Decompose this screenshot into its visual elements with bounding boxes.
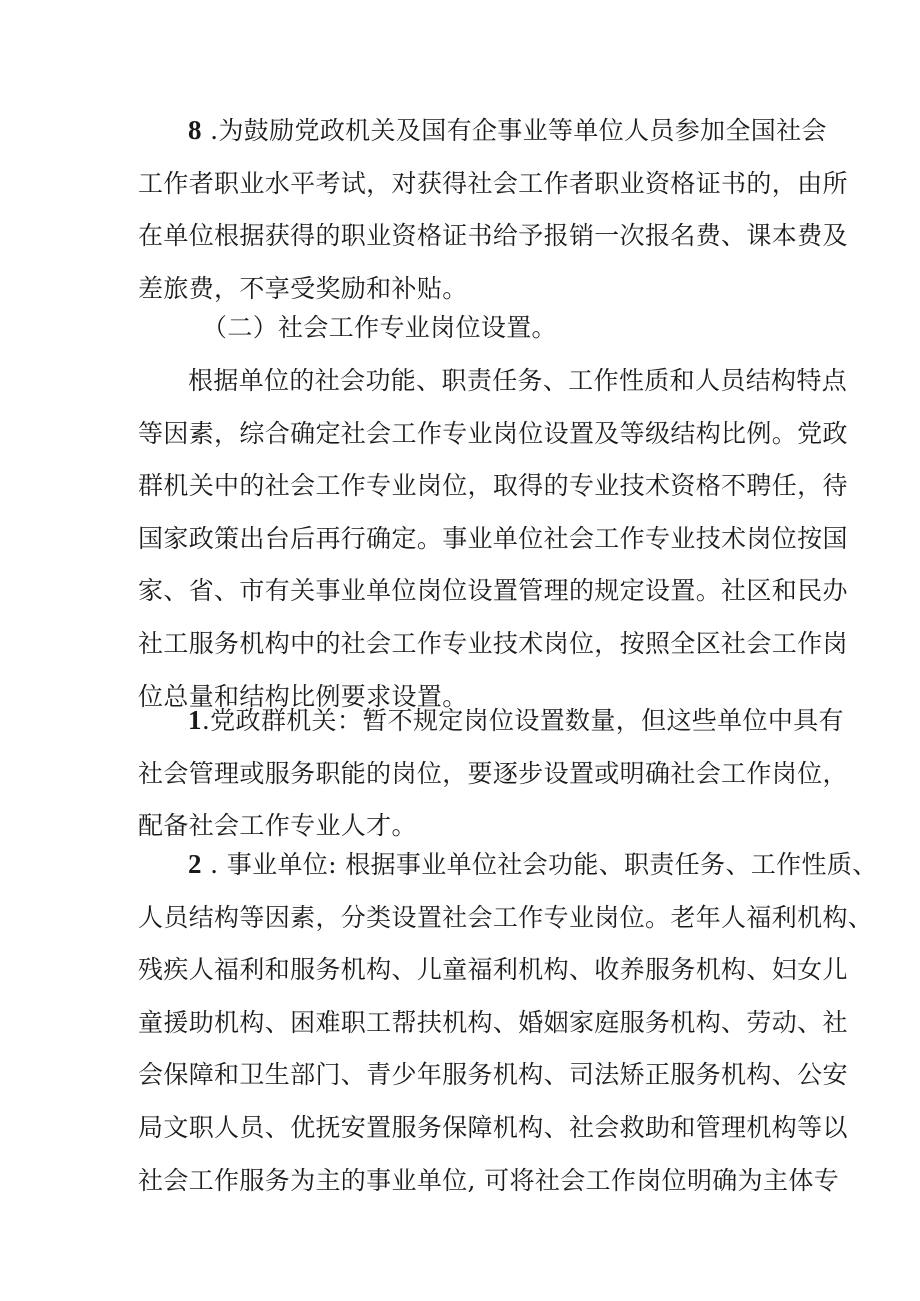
text-line: 2 . 事业单位: 根据事业单位社会功能、职责任务、工作性质、 [188, 849, 878, 879]
text-line: 社工服务机构中的社会工作专业技术岗位，按照全区社会工作岗 [138, 628, 848, 658]
text-line: 残疾人福利和服务机构、儿童福利机构、收养服务机构、妇女儿 [138, 955, 848, 985]
text-line: 群机关中的社会工作专业岗位，取得的专业技术资格不聘任，待 [138, 471, 848, 501]
paragraph-item-8 [138, 104, 848, 315]
text-line: 在单位根据获得的职业资格证书给予报销一次报名费、课本费及 [138, 221, 848, 251]
text-line: 局文职人员、优抚安置服务保障机构、社会救助和管理机构等以 [138, 1112, 848, 1142]
text-line: 根据单位的社会功能、职责任务、工作性质和人员结构特点 [188, 366, 848, 395]
item-number: 2 [188, 849, 202, 879]
paragraph-item-2 [138, 838, 878, 1207]
text-line: 工作者职业水平考试，对获得社会工作者职业资格证书的，由所 [138, 168, 848, 198]
text-line: 配备社会工作专业人才。 [138, 811, 417, 841]
item-number: 8 [188, 115, 202, 145]
text-line: 家、省、市有关事业单位岗位设置管理的规定设置。社区和民办 [138, 576, 848, 606]
text-line: 8 .为鼓励党政机关及国有企事业等单位人员参加全国社会 [188, 115, 827, 145]
text-line: 社会管理或服务职能的岗位，要逐步设置或明确社会工作岗位， [138, 758, 848, 788]
text-line: 差旅费，不享受奖励和补贴。 [138, 273, 468, 303]
paragraph-body [138, 355, 848, 723]
text-line: 位总量和结构比例要求设置。 [138, 681, 468, 711]
text-line: （二）社会工作专业岗位设置。 [202, 313, 557, 342]
item-number: 1 [188, 705, 202, 735]
text-line: 等因素，综合确定社会工作专业岗位设置及等级结构比例。党政 [138, 418, 848, 448]
section-heading [138, 302, 788, 355]
text-line: 社会工作服务为主的事业单位, 可将社会工作岗位明确为主体专 [138, 1165, 840, 1195]
text-line: 国家政策出台后再行确定。事业单位社会工作专业技术岗位按国 [138, 523, 848, 553]
text-line: 会保障和卫生部门、青少年服务机构、司法矫正服务机构、公安 [138, 1060, 848, 1090]
text-line: 人员结构等因素，分类设置社会工作专业岗位。老年人福利机构、 [138, 902, 874, 932]
paragraph-item-1 [138, 694, 848, 853]
text-line: 童援助机构、困难职工帮扶机构、婚姻家庭服务机构、劳动、社 [138, 1007, 848, 1037]
text-line: 1.党政群机关：暂不规定岗位设置数量，但这些单位中具有 [188, 705, 844, 735]
